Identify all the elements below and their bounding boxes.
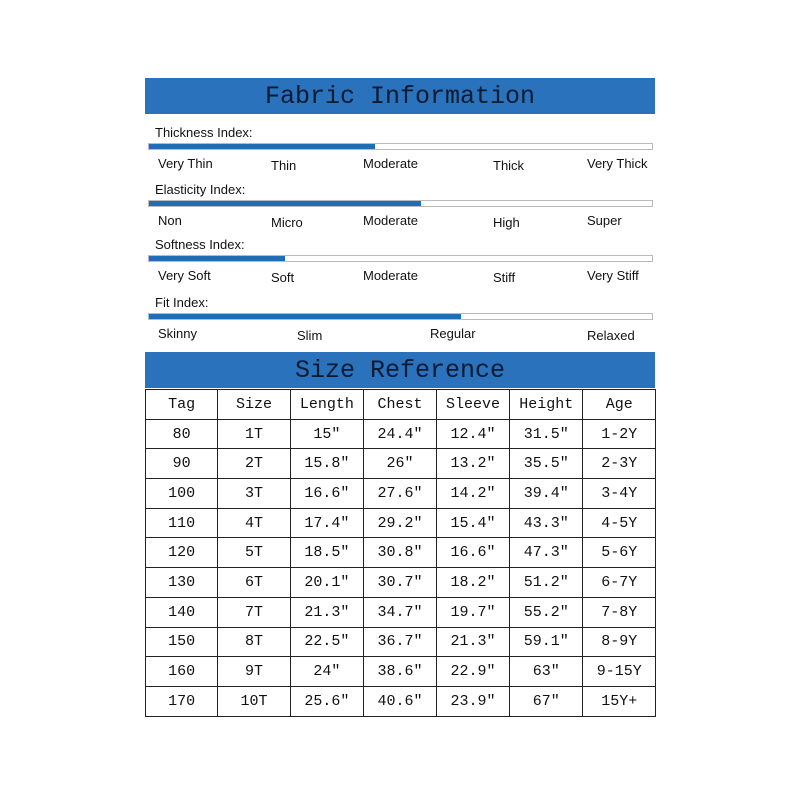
table-cell: 3T [218,479,291,509]
table-row [146,686,656,716]
table-cell: 1T [218,419,291,449]
table-cell: 43.3″ [510,508,583,538]
table-cell: 5-6Y [583,538,656,568]
size-table [145,389,656,717]
table-cell: 15Y+ [583,686,656,716]
table-cell: 22.9″ [436,657,509,687]
table-cell: 34.7″ [364,597,437,627]
column-header: Tag [146,390,218,420]
fabric-information-banner: Fabric Information [145,78,655,114]
table-cell: 19.7″ [436,597,509,627]
table-row [146,479,656,509]
table-cell: 120 [146,538,218,568]
table-cell: 80 [146,419,218,449]
table-cell: 2-3Y [583,449,656,479]
table-row [146,419,656,449]
table-cell: 6-7Y [583,568,656,598]
index-bar-fill [149,144,375,149]
table-row [146,538,656,568]
table-cell: 23.9″ [436,686,509,716]
table-cell: 67″ [510,686,583,716]
table-cell: 8T [218,627,291,657]
table-cell: 110 [146,508,218,538]
index-label: Thickness Index: [155,125,253,140]
table-cell: 160 [146,657,218,687]
table-cell: 8-9Y [583,627,656,657]
column-header: Length [290,390,363,420]
table-cell: 55.2″ [510,597,583,627]
table-cell: 21.3″ [436,627,509,657]
scale-label: Regular [430,326,476,341]
table-cell: 30.7″ [364,568,437,598]
table-cell: 59.1″ [510,627,583,657]
table-cell: 1-2Y [583,419,656,449]
index-bar-fill [149,314,461,319]
table-row [146,568,656,598]
scale-label: Very Thick [587,156,648,171]
table-row [146,597,656,627]
table-header-row [146,390,656,420]
scale-label: Skinny [158,326,198,341]
table-row [146,657,656,687]
table-cell: 4-5Y [583,508,656,538]
table-cell: 130 [146,568,218,598]
table-cell: 9-15Y [583,657,656,687]
table-row [146,508,656,538]
table-cell: 140 [146,597,218,627]
table-cell: 18.2″ [436,568,509,598]
table-cell: 6T [218,568,291,598]
scale-label: Soft [271,270,295,285]
table-cell: 22.5″ [290,627,363,657]
scale-label: Super [587,213,622,228]
column-header: Size [218,390,291,420]
table-cell: 13.2″ [436,449,509,479]
table-cell: 38.6″ [364,657,437,687]
table-cell: 17.4″ [290,508,363,538]
table-cell: 18.5″ [290,538,363,568]
size-reference-banner: Size Reference [145,352,655,388]
table-cell: 2T [218,449,291,479]
table-cell: 26″ [364,449,437,479]
table-cell: 7-8Y [583,597,656,627]
index-bar-fill [149,256,285,261]
table-cell: 35.5″ [510,449,583,479]
index-bar [148,143,653,150]
scale-label: Very Thin [158,156,213,171]
table-cell: 9T [218,657,291,687]
table-cell: 15″ [290,419,363,449]
scale-label: Slim [297,328,323,343]
scale-label: Non [158,213,182,228]
column-header: Chest [364,390,437,420]
scale-label: Micro [271,215,303,230]
index-bar-fill [149,201,421,206]
table-cell: 100 [146,479,218,509]
table-cell: 16.6″ [290,479,363,509]
table-cell: 15.4″ [436,508,509,538]
scale-label: Moderate [363,268,418,283]
table-cell: 150 [146,627,218,657]
table-cell: 7T [218,597,291,627]
table-cell: 24.4″ [364,419,437,449]
index-bar [148,200,653,207]
table-row [146,627,656,657]
scale-label: Very Stiff [587,268,639,283]
scale-label: Thick [493,158,525,173]
index-label: Elasticity Index: [155,182,246,197]
index-bar [148,313,653,320]
table-cell: 25.6″ [290,686,363,716]
table-row [146,449,656,479]
table-cell: 170 [146,686,218,716]
column-header: Sleeve [436,390,509,420]
index-bar [148,255,653,262]
scale-label: Relaxed [587,328,635,343]
table-cell: 90 [146,449,218,479]
scale-label: Thin [271,158,297,173]
table-cell: 31.5″ [510,419,583,449]
table-cell: 16.6″ [436,538,509,568]
table-cell: 10T [218,686,291,716]
table-cell: 27.6″ [364,479,437,509]
table-cell: 21.3″ [290,597,363,627]
table-cell: 36.7″ [364,627,437,657]
scale-label: High [493,215,520,230]
index-label: Fit Index: [155,295,209,310]
table-cell: 47.3″ [510,538,583,568]
table-cell: 15.8″ [290,449,363,479]
table-cell: 24″ [290,657,363,687]
scale-label: Stiff [493,270,516,285]
column-header: Height [510,390,583,420]
table-cell: 40.6″ [364,686,437,716]
column-header: Age [583,390,656,420]
table-cell: 5T [218,538,291,568]
table-cell: 14.2″ [436,479,509,509]
table-cell: 39.4″ [510,479,583,509]
table-cell: 63″ [510,657,583,687]
table-cell: 29.2″ [364,508,437,538]
table-cell: 30.8″ [364,538,437,568]
table-cell: 4T [218,508,291,538]
scale-label: Moderate [363,213,418,228]
table-cell: 3-4Y [583,479,656,509]
scale-label: Moderate [363,156,418,171]
scale-label: Very Soft [158,268,211,283]
table-cell: 20.1″ [290,568,363,598]
index-label: Softness Index: [155,237,245,252]
table-cell: 51.2″ [510,568,583,598]
table-cell: 12.4″ [436,419,509,449]
